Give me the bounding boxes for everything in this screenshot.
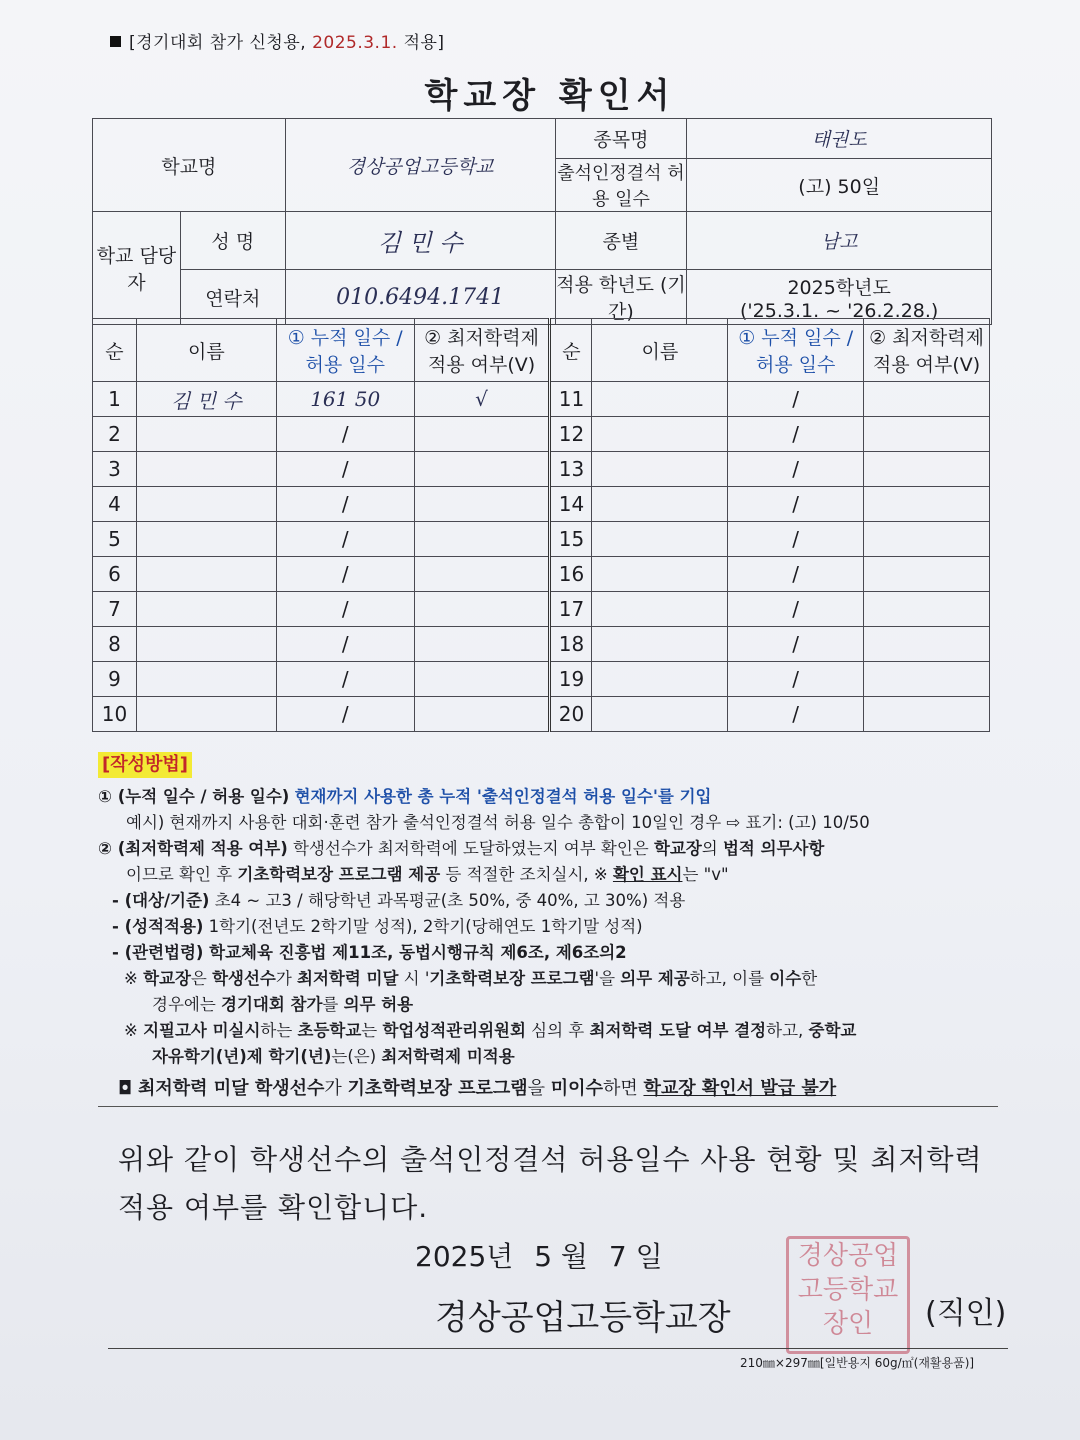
col-min-header: ② 최저학력제 적용 여부(V) (414, 319, 550, 382)
row-name-right (592, 382, 728, 417)
instructions-tag: [작성방법] (98, 752, 192, 778)
row-name-right (592, 452, 728, 487)
arrow-box-icon: ◘ (118, 1078, 138, 1099)
manager-name: 김 민 수 (285, 212, 555, 270)
row-name (136, 592, 276, 627)
note-principal-cont: 경우에는 경기대회 참가를 의무 허용 (152, 995, 414, 1014)
row-check (414, 697, 550, 732)
row-days: / (276, 697, 414, 732)
sport-value: 태권도 (687, 119, 992, 159)
row-check (414, 662, 550, 697)
row-name (136, 417, 276, 452)
row-check-right (864, 452, 990, 487)
student-table (92, 318, 990, 732)
row-days: / (276, 662, 414, 697)
row-name (136, 697, 276, 732)
row-days: / (276, 627, 414, 662)
document-title: 학교장 확인서 (424, 76, 676, 116)
table-row (93, 627, 990, 662)
school-info-table (92, 118, 992, 325)
row-number-right: 13 (550, 452, 592, 487)
allowed-days-value: (고) 50일 (687, 159, 992, 212)
row-days: / (276, 487, 414, 522)
row-days-right: / (728, 522, 864, 557)
row-days-right: / (728, 452, 864, 487)
row-number-right: 15 (550, 522, 592, 557)
row-check (414, 592, 550, 627)
name-label: 성 명 (180, 212, 285, 270)
manager-label: 학교 담당자 (93, 212, 181, 325)
row-number: 9 (93, 662, 137, 697)
row-name (136, 522, 276, 557)
instruction-2: ② (최저학력제 적용 여부) 학생선수가 최저학력에 도달하였는지 여부 확인은 학교장의 법적 의무사항 (98, 839, 825, 858)
row-days: / (276, 557, 414, 592)
table-row (93, 522, 990, 557)
row-check-right (864, 557, 990, 592)
row-number-right: 12 (550, 417, 592, 452)
row-number: 7 (93, 592, 137, 627)
divider (108, 1348, 1008, 1349)
instruction-1-example: 예시) 현재까지 사용한 대회·훈련 참가 출석인정결석 허용 일수 총합이 10일인 경우 ⇨ 표기: (고) 10/50 (126, 813, 870, 832)
issue-date: 2025년 5 월 7 일 (415, 1240, 663, 1273)
official-seal: 경상공업 고등학교 장인 (786, 1236, 910, 1354)
row-check-right (864, 592, 990, 627)
row-name (136, 557, 276, 592)
col-days-header: ① 누적 일수 / 허용 일수 (276, 319, 414, 382)
form-usage-note: [경기대회 참가 신청용, 2025.3.1. 적용] (110, 28, 445, 53)
year-cell (687, 270, 992, 325)
contact-label: 연락처 (180, 270, 285, 325)
col-no-header: 순 (93, 319, 137, 382)
sport-label: 종목명 (555, 119, 687, 159)
row-number: 8 (93, 627, 137, 662)
row-days-right: / (728, 382, 864, 417)
row-number-right: 14 (550, 487, 592, 522)
row-name-right (592, 592, 728, 627)
table-row (93, 697, 990, 732)
row-name-right (592, 627, 728, 662)
row-days: / (276, 452, 414, 487)
table-row (93, 382, 990, 417)
writing-instructions (98, 752, 998, 1107)
row-days-right: / (728, 592, 864, 627)
instruction-2-cont: 이므로 확인 후 기초학력보장 프로그램 제공 등 적절한 조치실시, ※ 확인 표시는 "v" (126, 865, 729, 884)
row-number: 10 (93, 697, 137, 732)
allowed-days-label: 출석인정결석 허용 일수 (555, 159, 687, 212)
col-name-header-right: 이름 (592, 319, 728, 382)
row-days: / (276, 522, 414, 557)
row-number-right: 20 (550, 697, 592, 732)
row-name-right (592, 557, 728, 592)
row-days-right: / (728, 487, 864, 522)
row-check: √ (414, 382, 550, 417)
square-bullet-icon (110, 36, 121, 47)
row-name (136, 662, 276, 697)
instruction-1: ① (누적 일수 / 허용 일수) 현재까지 사용한 총 누적 '출석인정결석 허용 일수'를 기입 (98, 787, 712, 806)
row-days-right: / (728, 557, 864, 592)
confirmation-text: 위와 같이 학생선수의 출석인정결석 허용일수 사용 현황 및 최저학력 적용 여부를 확인합니다. (118, 1143, 983, 1224)
year-period: ('25.3.1. ~ '26.2.28.) (740, 299, 939, 322)
table-row (93, 662, 990, 697)
row-check (414, 452, 550, 487)
seal-label: (직인) (925, 1296, 1007, 1331)
row-days: / (276, 592, 414, 627)
row-number: 1 (93, 382, 137, 417)
row-number: 3 (93, 452, 137, 487)
row-days-right: / (728, 627, 864, 662)
row-check (414, 487, 550, 522)
row-name-right (592, 487, 728, 522)
note-principal: ※ 학교장은 학생선수가 최저학력 미달 시 '기초학력보장 프로그램'을 의무 제공하고, 이를 이수한 (124, 969, 818, 988)
row-check-right (864, 662, 990, 697)
row-days: 161 50 (276, 382, 414, 417)
table-row (93, 452, 990, 487)
row-check (414, 557, 550, 592)
table-row (93, 487, 990, 522)
row-days-right: / (728, 417, 864, 452)
row-number: 4 (93, 487, 137, 522)
row-check-right (864, 417, 990, 452)
col-no-header-right: 순 (550, 319, 592, 382)
row-number-right: 17 (550, 592, 592, 627)
row-days-right: / (728, 697, 864, 732)
row-check (414, 522, 550, 557)
table-row (93, 557, 990, 592)
row-check-right (864, 382, 990, 417)
row-check-right (864, 697, 990, 732)
note-exam: ※ 지필고사 미실시하는 초등학교는 학업성적관리위원회 심의 후 최저학력 도달 여부 결정하고, 중학교 (124, 1021, 857, 1040)
row-check (414, 627, 550, 662)
row-number-right: 11 (550, 382, 592, 417)
row-name (136, 487, 276, 522)
gender-label: 종별 (555, 212, 687, 270)
row-number-right: 19 (550, 662, 592, 697)
year-value: 2025학년도 (787, 276, 891, 299)
row-number-right: 18 (550, 627, 592, 662)
col-min-header-right: ② 최저학력제 적용 여부(V) (864, 319, 990, 382)
row-number: 5 (93, 522, 137, 557)
school-label: 학교명 (93, 119, 286, 212)
table-body (93, 382, 990, 732)
final-warning: ◘ 최저학력 미달 학생선수가 기초학력보장 프로그램을 미이수하면 학교장 확인서 발급 불가 (98, 1076, 998, 1107)
col-name-header: 이름 (136, 319, 276, 382)
row-name-right (592, 522, 728, 557)
note-exam-cont: 자유학기(년)제 학기(년)는(은) 최저학력제 미적용 (152, 1047, 515, 1066)
row-check-right (864, 627, 990, 662)
row-check-right (864, 522, 990, 557)
row-days: / (276, 417, 414, 452)
signer-name: 경상공업고등학교장 (435, 1298, 731, 1338)
instruction-law: - (관련법령) 학교체육 진흥법 제11조, 동법시행규칙 제6조, 제6조의2 (112, 943, 627, 962)
instruction-grades: - (성적적용) 1학기(전년도 2학기말 성적), 2학기(당해연도 1학기말 성적) (112, 917, 643, 936)
row-name-right (592, 417, 728, 452)
table-row (93, 417, 990, 452)
row-number: 2 (93, 417, 137, 452)
row-number-right: 16 (550, 557, 592, 592)
instruction-target: - (대상/기준) 초4 ~ 고3 / 해당학년 과목평균(초 50%, 중 40%, 고 30%) 적용 (112, 891, 686, 910)
row-name-right (592, 662, 728, 697)
row-check (414, 417, 550, 452)
contact-value: 010.6494.1741 (285, 270, 555, 325)
row-name (136, 452, 276, 487)
row-check-right (864, 487, 990, 522)
year-label: 적용 학년도 (기간) (555, 270, 687, 325)
row-name (136, 627, 276, 662)
row-number: 6 (93, 557, 137, 592)
gender-value: 남고 (687, 212, 992, 270)
row-name: 김 민 수 (136, 382, 276, 417)
col-days-header-right: ① 누적 일수 / 허용 일수 (728, 319, 864, 382)
row-days-right: / (728, 662, 864, 697)
row-name-right (592, 697, 728, 732)
paper-spec: 210㎜×297㎜[일반용지 60g/㎡(재활용품)] (740, 1356, 975, 1370)
school-name: 경상공업고등학교 (285, 119, 555, 212)
table-row (93, 592, 990, 627)
table-header-row (93, 319, 990, 382)
